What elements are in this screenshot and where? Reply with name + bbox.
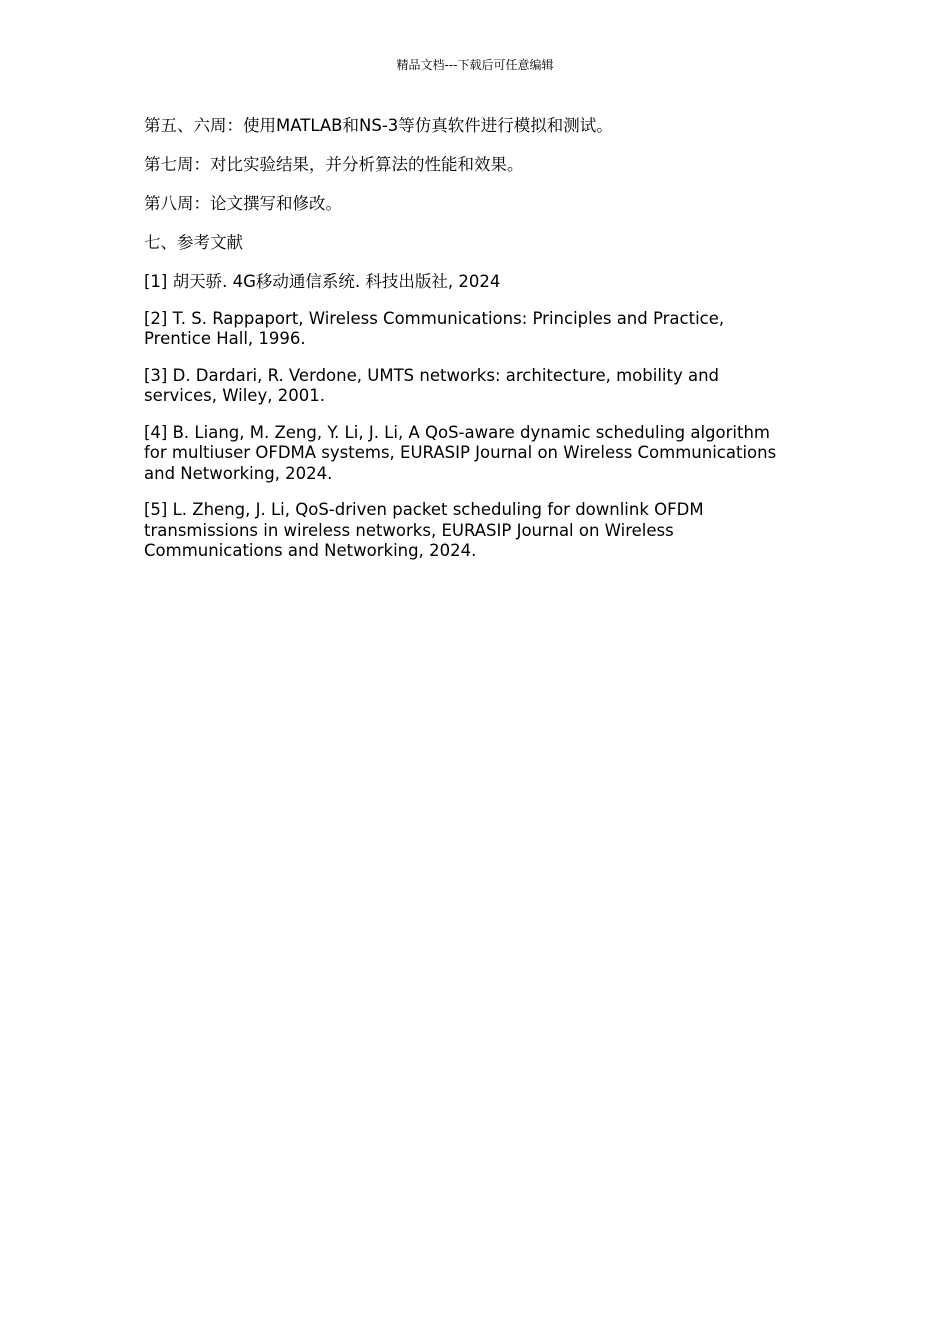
reference-item-2: [2] T. S. Rappaport, Wireless Communications: Principles and Practice, Prentice Hall, 1996. — [144, 308, 725, 348]
schedule-item-week-7: 第七周：对比实验结果，并分析算法的性能和效果。 — [144, 155, 524, 174]
reference-item-5: [5] L. Zheng, J. Li, QoS-driven packet scheduling for downlink OFDM transmissions in wireless networks, EURASIP Journal on Wireless Communications and Networking, 2024. — [144, 500, 704, 560]
section-title-references: 七、参考文献 — [144, 233, 243, 252]
page-header: 精品文档---下载后可任意编辑 — [396, 58, 554, 72]
schedule-item-weeks-5-6: 第五、六周：使用MATLAB和NS-3等仿真软件进行模拟和测试。 — [144, 116, 613, 135]
reference-list — [144, 272, 784, 562]
document-body — [144, 116, 784, 578]
reference-item-3: [3] D. Dardari, R. Verdone, UMTS networks: architecture, mobility and services, Wiley, 2001. — [144, 365, 720, 405]
reference-item-1: [1] 胡天骄. 4G移动通信系统. 科技出版社, 2024 — [144, 272, 501, 291]
reference-item-4: [4] B. Liang, M. Zeng, Y. Li, J. Li, A QoS-aware dynamic scheduling algorithm for multiuser OFDMA systems, EURASIP Journal on Wireless Communications and Networking, 2024. — [144, 422, 777, 483]
schedule-item-week-8: 第八周：论文撰写和修改。 — [144, 194, 342, 213]
